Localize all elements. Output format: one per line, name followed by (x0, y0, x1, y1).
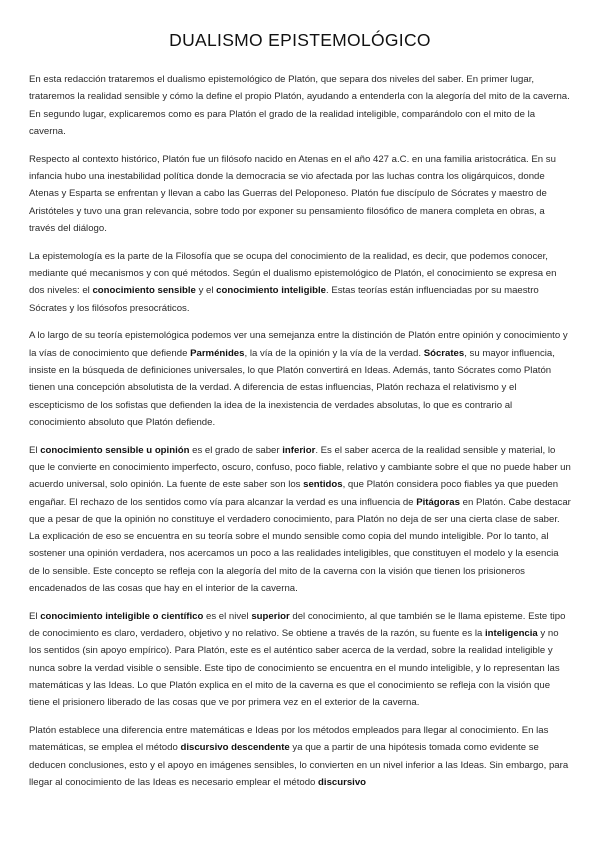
text-run: La epistemología es la parte de la Filosofía que se ocupa del conocimiento de la realidad, es decir, que podemos conocer, mediante qué mecanismos y con qué métodos. Según el dualismo epistemológico de Platón, el conocimiento se expresa en dos niveles: el (29, 250, 557, 297)
bold-term: conocimiento inteligible (216, 285, 326, 297)
bold-term: inteligencia (484, 628, 538, 640)
text-run: y el (195, 285, 217, 297)
text-run: El (29, 610, 41, 622)
document-title: DUALISMO EPISTEMOLÓGICO (169, 30, 431, 50)
paragraph-historical-context: Respecto al contexto histórico, Platón fue un filósofo nacido en Atenas en el año 427 a.C. en una familia aristocrática. En su infancia hubo una inestabilidad política donde la democracia se vio afectada por las luchas contra los oligárquicos, donde Atenas y Esparta se enfrentan y llevan a cabo las Guerras del Peloponeso. Platón fue discípulo de Sócrates y maestro de Aristóteles y tuvo una gran relevancia, sobre todo por exponer su pensamiento filosófico de manera completa en obras, a través del diálogo. (29, 153, 556, 234)
bold-term: discursivo (318, 776, 367, 788)
text-run: ya que a partir de una hipótesis tomada como evidente se deducen conclusiones, esto y el apoyo en imágenes sensibles, lo convierten en un nivel inferior a las Ideas. Sin embargo, para llegar al conocimiento de las Ideas es necesario emplear el método (29, 742, 569, 788)
bold-term: superior (251, 610, 290, 622)
text-run: . Estas teorías están influenciadas por su maestro Sócrates y los filósofos presocráticos. (29, 285, 539, 314)
text-run: es el nivel (203, 610, 252, 622)
bold-term: conocimiento inteligible o científico (40, 610, 204, 622)
paragraph-influences (29, 327, 571, 431)
text-run: del conocimiento, al que también se le llama episteme. Este tipo de conocimiento es claro, verdadero, objetivo y no relativo. Se obtiene a través de la razón, su fuente es la (29, 610, 566, 640)
bold-term: Parménides (190, 347, 245, 359)
bold-term: conocimiento sensible (92, 285, 196, 297)
text-run: en Platón. Cabe destacar que a pesar de que la opinión no constituye el verdadero conocimiento, para Platón no deja de ser una cierta clase de saber. La explicación de eso se encuentra en su teoría sobre el mundo sensible como copia del mundo inteligible. Por lo tanto, al sostener una opinión verdadera, nos acercamos un poco a las realidades inteligibles, que constituyen el modelo y la esencia de lo sensible. Este concepto se refleja con la alegoría del mito de la caverna con la visión que tienen los prisioneros encadenados de las cosas que hay en el interior de la caverna. (29, 496, 571, 595)
bold-term: inferior (282, 444, 316, 456)
bold-term: discursivo descendente (180, 742, 290, 754)
paragraph-epistemology (29, 248, 571, 317)
text-run: . Es el saber acerca de la realidad sensible y material, lo que le convierte en conocimiento imperfecto, oscuro, confuso, poco fiable, relativo y cambiante sobre el que no puede haber un acuerdo universal, solo opinión. La fuente de este saber son los (29, 444, 571, 491)
text-run: A lo largo de su teoría epistemológica podemos ver una semejanza entre la distinción de Platón entre opinión y conocimiento y la vías de conocimiento que defiende (29, 330, 568, 359)
paragraph-intro: En esta redacción trataremos el dualismo epistemológico de Platón, que separa dos niveles del saber. En primer lugar, trataremos la realidad sensible y cómo la define el propio Platón, ayudando a entenderla con la alegoría del mito de la caverna. En segundo lugar, explicaremos como es para Platón el grado de la realidad inteligible, comparándolo con el mito de la caverna. (29, 74, 570, 137)
bold-term: Sócrates (423, 347, 465, 359)
bold-term: conocimiento sensible u opinión (40, 444, 190, 456)
text-run: , la vía de la opinión y la vía de la verdad. (244, 347, 424, 359)
bold-term: Pitágoras (416, 496, 460, 508)
text-run: Platón establece una diferencia entre matemáticas e Ideas por los métodos empleados para llegar al conocimiento. En las matemáticas, se emplea el método (29, 725, 549, 754)
text-run: , que Platón considera poco fiables ya que pueden engañar. El rechazo de los sentidos como vía para alcanzar la verdad es una influencia de (29, 479, 559, 508)
text-run: es el grado de saber (189, 444, 283, 456)
paragraph-intelligible-knowledge (29, 608, 571, 712)
bold-term: sentidos (303, 479, 343, 491)
text-run: y no los sentidos (sin apoyo empírico). Para Platón, este es el auténtico saber acerca de la verdad, sobre la realidad inteligible y nunca sobre la verdad visible o sensible. Este tipo de conocimiento se encuentra en el mundo inteligible, y lo representan las matemáticas y las Ideas. Lo que Platón explica en el mito de la caverna es que el conocimiento se refleja con la visión que tiene el prisionero liberado de las cosas que ve por primera vez en el exterior de la caverna. (29, 628, 560, 709)
text-run: El (29, 444, 41, 456)
text-run: , su mayor influencia, insiste en la búsqueda de definiciones universales, lo que Platón convertirá en Ideas. Además, tanto Sócrates como Platón tienen una concepción absolutista de la verdad. A diferencia de estas influencias, Platón rechaza el relativismo y el escepticismo de los sofistas que defienden la idea de la inexistencia de verdades absolutas, lo que es contrario al conocimiento absoluto que Platón defiende. (29, 347, 555, 428)
paragraph-methods (29, 722, 571, 788)
paragraph-sensible-knowledge (29, 442, 571, 598)
